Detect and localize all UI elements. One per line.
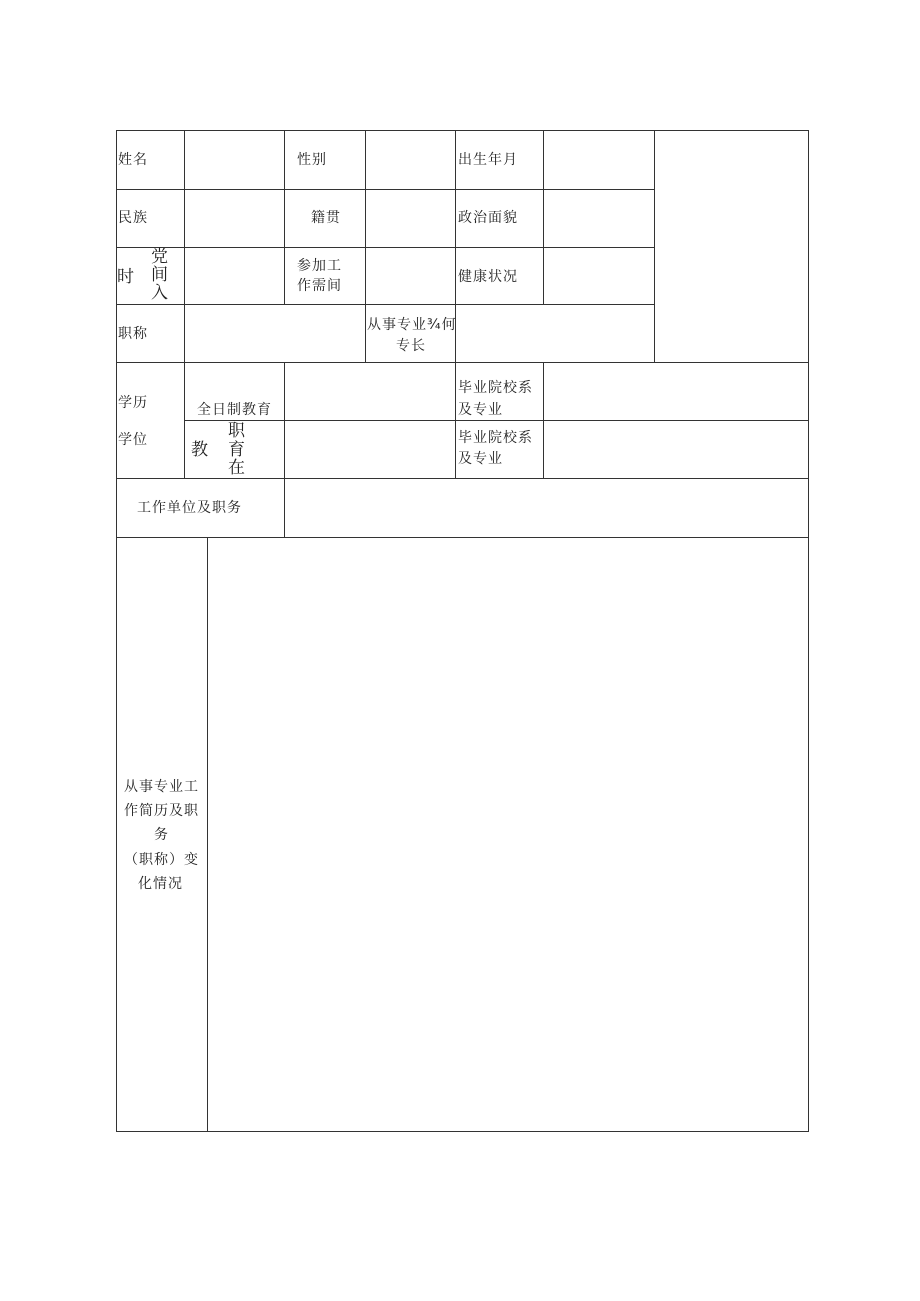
- history-field[interactable]: [208, 538, 808, 1131]
- employer-label: 工作单位及职务: [137, 500, 242, 516]
- inservice-label-line3: 在: [228, 458, 246, 478]
- party-join-field[interactable]: [185, 248, 284, 304]
- specialty-field[interactable]: [456, 305, 654, 362]
- inservice-degree-field[interactable]: [285, 421, 455, 478]
- title-label: 职称: [118, 326, 148, 342]
- birth-field[interactable]: [544, 131, 654, 189]
- school-label-1-line1: 毕业院校系: [458, 380, 533, 396]
- employer-field[interactable]: [285, 479, 808, 537]
- history-label-line2: 作简历及职: [124, 803, 199, 819]
- name-label: 姓名: [118, 152, 148, 168]
- degree-label-line2: 学位: [118, 432, 148, 448]
- history-label-line4: （职称）变: [124, 852, 199, 868]
- inservice-school-field[interactable]: [544, 421, 808, 478]
- inservice-label-line1: 职: [228, 421, 246, 441]
- history-label-line5: 化情况: [138, 876, 183, 892]
- native-place-label: 籍贯: [311, 210, 341, 226]
- photo-box[interactable]: [655, 131, 808, 362]
- work-start-label-line2: 作需间: [297, 278, 342, 294]
- political-label: 政治面貌: [458, 210, 518, 226]
- specialty-label-line2: 专长: [396, 338, 426, 354]
- inservice-label-line2: 育: [228, 440, 246, 460]
- specialty-label-line1: 从事专业¾何: [367, 317, 457, 333]
- name-field[interactable]: [185, 131, 284, 189]
- ethnicity-label: 民族: [118, 210, 148, 226]
- rule: [116, 1131, 808, 1132]
- birth-label: 出生年月: [458, 152, 518, 168]
- rule: [455, 130, 456, 478]
- school-label-2-line2: 及专业: [458, 451, 503, 467]
- school-label-1-line2: 及专业: [458, 402, 503, 418]
- health-label: 健康状况: [458, 269, 518, 285]
- fulltime-school-field[interactable]: [544, 363, 808, 420]
- rule: [284, 130, 285, 304]
- inservice-label-left: 教: [191, 440, 209, 460]
- work-start-label-line1: 参加工: [297, 258, 342, 274]
- work-start-field[interactable]: [366, 248, 455, 304]
- school-label-2-line1: 毕业院校系: [458, 430, 533, 446]
- title-field[interactable]: [185, 305, 365, 362]
- political-field[interactable]: [544, 190, 654, 247]
- gender-field[interactable]: [366, 131, 455, 189]
- native-place-field[interactable]: [366, 190, 455, 247]
- rule: [808, 130, 809, 1132]
- fulltime-label: 全日制教育: [197, 402, 272, 418]
- party-join-label-line3: 入: [151, 283, 169, 303]
- gender-label: 性别: [297, 152, 327, 168]
- party-join-label-line2: 间: [151, 265, 169, 285]
- fulltime-degree-field[interactable]: [285, 363, 455, 420]
- health-field[interactable]: [544, 248, 654, 304]
- ethnicity-field[interactable]: [185, 190, 284, 247]
- party-join-label-left: 时: [117, 267, 135, 287]
- history-label-line1: 从事专业工: [124, 779, 199, 795]
- history-label-line3: 务: [154, 827, 169, 843]
- degree-label-line1: 学历: [118, 395, 148, 411]
- party-join-label-line1: 党: [151, 247, 169, 267]
